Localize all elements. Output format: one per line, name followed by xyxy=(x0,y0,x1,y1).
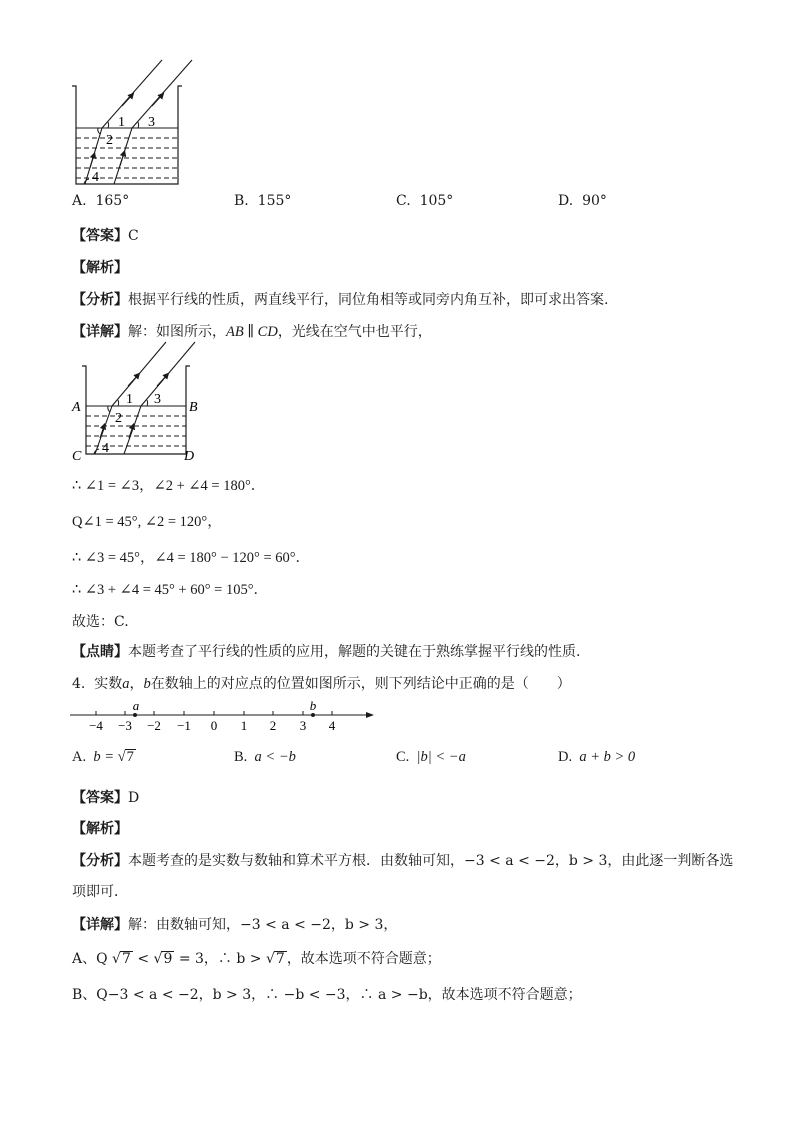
q3-options xyxy=(72,193,712,213)
tick-label: −3 xyxy=(118,718,132,733)
point-a-dot xyxy=(133,713,137,717)
q3-step-2: Q∠1 = 45°, ∠2 = 120°， xyxy=(72,514,222,530)
corner-a: A xyxy=(72,400,81,415)
tick-label: 3 xyxy=(299,718,307,733)
q3-step-1: ∴ ∠1 = ∠3，∠2 + ∠4 = 180°． xyxy=(72,478,266,494)
q3-dianjing: 【点睛】本题考查了平行线的性质的应用，解题的关键在于熟练掌握平行线的性质. xyxy=(72,644,581,660)
point-b-dot xyxy=(311,713,315,717)
q3-analysis-tag: 【解析】 xyxy=(72,260,128,276)
tick-label: −4 xyxy=(89,718,103,733)
tick-label: −1 xyxy=(177,718,191,733)
tick-label: 0 xyxy=(210,718,218,733)
tick-label: 2 xyxy=(269,718,277,733)
q3-xiangjie: 【详解】解：如图所示，AB ∥ CD，光线在空气中也平行， xyxy=(72,324,432,340)
q3-fenxi: 【分析】根据平行线的性质，两直线平行，同位角相等或同旁内角互补，即可求出答案. xyxy=(72,292,609,308)
q4-stem: 4. 实数a，b在数轴上的对应点的位置如图所示，则下列结论中正确的是（ ） xyxy=(72,676,571,692)
q4-option-c: C. |b| < −a xyxy=(396,749,466,765)
fig2-label-2: 2 xyxy=(115,411,122,426)
q4-xiangjie: 【详解】解：由数轴可知，−3 < a < −2，b > 3， xyxy=(72,917,398,933)
q4-fenxi-1: 【分析】本题考查的是实数与数轴和算术平方根．由数轴可知，−3 < a < −2，b > 3，由此逐一判断各选 xyxy=(72,853,734,869)
tick-label: 4 xyxy=(328,718,336,733)
point-a-label: a xyxy=(132,698,140,713)
q4-answer: 【答案】D xyxy=(72,790,140,806)
beaker-figure-1 xyxy=(70,58,200,188)
fig1-label-3: 3 xyxy=(148,115,155,130)
q3-choose: 故选：C. xyxy=(72,614,129,630)
q3-step-3: ∴ ∠3 = 45°，∠4 = 180° − 120° = 60°． xyxy=(72,550,311,566)
tick-label: −2 xyxy=(147,718,161,733)
point-b-label: b xyxy=(309,698,317,713)
beaker-outline xyxy=(82,366,190,454)
q4-fenxi-2: 项即可． xyxy=(72,884,128,900)
q3-option-b: B. 155° xyxy=(234,193,292,209)
fig1-label-4: 4 xyxy=(92,170,99,185)
q4-options xyxy=(72,749,712,771)
q3-step-4: ∴ ∠3 + ∠4 = 45° + 60° = 105°． xyxy=(72,582,269,598)
q4-line-b: B、Q−3 < a < −2，b > 3，∴ −b < −3，∴ a > −b，故本选项不符合题意； xyxy=(72,987,582,1003)
q4-option-b: B. a < −b xyxy=(234,749,296,765)
q4-option-d: D. a + b > 0 xyxy=(558,749,636,765)
fig1-label-1: 1 xyxy=(118,115,125,130)
q4-option-a: A. b = √7 xyxy=(72,749,134,765)
ticks xyxy=(96,711,332,715)
corner-d: D xyxy=(184,449,195,464)
q3-option-a: A. 165° xyxy=(72,193,130,209)
fig2-label-1: 1 xyxy=(126,392,133,407)
beaker-figure-2 xyxy=(68,340,208,464)
fig2-label-4: 4 xyxy=(102,441,109,456)
corner-c: C xyxy=(72,449,82,464)
q3-option-d: D. 90° xyxy=(558,193,607,209)
q3-answer: 【答案】C xyxy=(72,228,139,244)
corner-b: B xyxy=(189,400,198,415)
q4-line-a: A、Q √7 < √9 = 3，∴ b > √7 ，故本选项不符合题意； xyxy=(72,951,441,967)
number-line xyxy=(70,698,380,734)
tick-label: 1 xyxy=(240,718,248,733)
fig1-label-2: 2 xyxy=(106,133,113,148)
q3-option-c: C. 105° xyxy=(396,193,454,209)
q4-analysis-tag: 【解析】 xyxy=(72,821,128,837)
fig2-label-3: 3 xyxy=(154,392,161,407)
